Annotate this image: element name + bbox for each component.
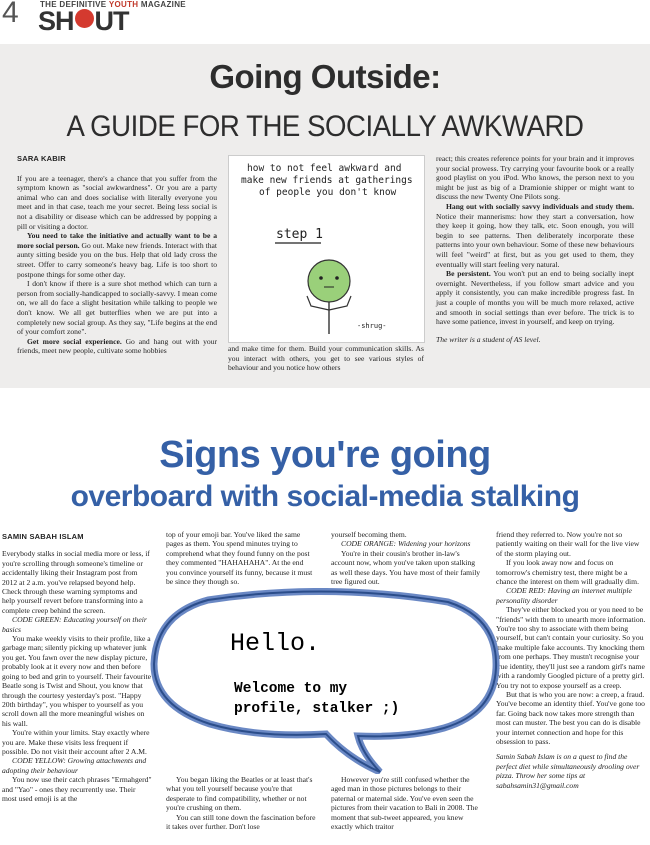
article2-column-3-top — [331, 530, 481, 586]
cartoon-caption-line2: make new friends at gatherings — [241, 175, 413, 186]
article2-title-line2: overboard with social-media stalking — [70, 480, 580, 513]
article2-byline: SAMIN SABAH ISLAM — [2, 532, 84, 541]
tagline-highlight: YOUTH — [108, 0, 139, 9]
cartoon-caption-line1: how to not feel awkward and — [247, 163, 402, 174]
section-heading: CODE RED: Having an internet multiple personality disorder — [496, 586, 632, 605]
cartoon-shrug-label: -shrug- — [357, 322, 387, 330]
logo-right-text: UT — [94, 6, 129, 36]
tagline-suffix: MAGAZINE — [140, 0, 186, 9]
article2-column-2-bottom — [166, 775, 316, 831]
paragraph: top of your emoji bar. You've liked the same pages as them. You spend minutes trying to comprehend what they found funny on the post they commented "HAHAHAHA". At the end you convince yourself its funny, because it must be since they though so. — [166, 530, 313, 587]
section-heading: CODE ORANGE: Widening your horizons — [341, 539, 471, 549]
paragraph: and make time for them. Build your communication skills. As you interact with others, you get to see various styles of behaviour and you notice how others — [228, 344, 424, 373]
paragraph: You're within your limits. Stay exactly where you are. Make these visits less frequent if possible. Do not visit their account after 2 A.M. — [2, 728, 150, 756]
paragraph: You began liking the Beatles or at least that's what you tell yourself because you're that desperate to find compatibility, whether or not you're crushing on them. — [166, 775, 313, 813]
paragraph: Hang out with socially savvy individuals and study them. Notice their mannerisms: how they start a conversation, how they keep it going, how they talk, etc. Soon enough, you will begin to see patterns. Then deliberately incorporate these patterns into your own behaviour. Some of these new behaviours will feel "weird" at first, but as you get used to them, they eventually will start feeling very natural. — [436, 201, 634, 269]
paragraph: react; this creates reference points for your brain and it improves your social prowess. Try carrying your favourite book or a really good playlist on you iPod. Who knows, the person next to you might be just as big of a Dramionie shipper or might want to discuss the new Twenty One Pilots song. — [436, 154, 634, 202]
paragraph: You need to take the initiative and actually want to be a more social person. Go out. Make new friends. Interact with that aunty sitting beside you on the bus. Help that old lady cross the street. Offer to carry someone's heavy bag. Life is too short to postpone things for some other day. — [17, 231, 217, 279]
character-head — [308, 260, 350, 302]
speech-bubble — [148, 588, 502, 774]
article1-column-2 — [228, 344, 424, 373]
paragraph: You make weekly visits to their profile, like a garbage man; silently picking up whatever junk you get. You fawn over the new display picture, probably look at it every now and then before going to bed and grin to yourself. Their favourite Beatle song is Twist and Shout, you know that through the courtesy yesterday's post. "Happy 20th birthday", you whisper to yourself as you scroll down all the more meaningful wishes on his wall. — [2, 634, 151, 728]
cartoon-svg — [229, 156, 424, 342]
cartoon-illustration — [228, 155, 425, 343]
logo-left-text: SH — [38, 6, 74, 36]
article2-column-4 — [496, 530, 646, 790]
bubble-line2: Welcome to my — [234, 681, 348, 697]
section-heading: CODE GREEN: Educating yourself on their basics — [2, 615, 147, 634]
article2-column-3-bottom — [331, 775, 481, 831]
paragraph: Everybody stalks in social media more or less, if you're scrolling through someone's timeline or accidentally liking their Instagram post from 2012 at 2 a.m. you've relapsed beyond help. Check through these warning symptoms and help yourself revert before transforming into a complete creep behind the screen. — [2, 549, 150, 615]
tagline-prefix: THE DEFINITIVE — [40, 0, 107, 9]
paragraph: yourself becoming them. — [331, 530, 407, 539]
paragraph: If you look away now and focus on tomorrow's chemistry test, there might be a chance the interest on them will gradually dim. — [496, 558, 639, 587]
article2-title-line1: Signs you're going — [159, 434, 491, 476]
paragraph: However you're still confused whether the aged man in those pictures belongs to their paternal or maternal side. You've even seen the pictures from their vacation to Bali in 2008. The moment that sub-tweet appeared, you knew exactly which traitor — [331, 775, 478, 832]
paragraph: You're in their cousin's brother in-law's account now, whom you've taken upon stalking as well these days. You have most of their family tree figured out. — [331, 548, 481, 587]
article1-subtitle: A GUIDE FOR THE SOCIALLY AWKWARD — [66, 110, 584, 143]
logo-o-circle — [75, 9, 94, 28]
article1-column-3 — [436, 154, 634, 344]
article2-column-2-top — [166, 530, 316, 586]
page-number: 4 — [2, 0, 19, 29]
article1-title: Going Outside: — [209, 58, 441, 95]
speech-bubble-svg — [148, 588, 502, 774]
bubble-hello: Hello. — [230, 629, 321, 658]
paragraph: You now use their catch phrases "Ermahgerd" and "Yao" - ones they recurrently use. Their most used emoji is at the — [2, 775, 152, 803]
paragraph: You can still tone down the fascination before it takes over further. Don't lose — [166, 812, 316, 832]
paragraph: They've either blocked you or you need to be "friends" with them to unearth more information. You're too shy to associate with them being yourself, but can't contain your curiosity. So you make multiple fake accounts. Try knocking them from one perhaps. They mustn't recognise your true identity, they'll just see a random girl's name with a randomly Googled picture of a pretty girl. You try not to expose yourself as a creep. — [496, 605, 646, 690]
author-note: The writer is a student of AS level. — [436, 334, 541, 344]
author-note: Samin Sabah Islam is on a quest to find the perfect diet while simultaneously drooling over pizza. Throw her some tips at sabahsamin31@gmail.com — [496, 752, 640, 790]
paragraph: If you are a teenager, there's a chance that you suffer from the symptom known as "social awkwardness". Or you are a party animal who can and does socialise with literally everyone you meet and in that case, teach me your secret. Being less social is not a disability or disease which can be addressed by popping a pill or visiting a doctor. — [17, 173, 217, 231]
cartoon-step-label: step 1 — [276, 227, 323, 242]
paragraph: But that is who you are now: a creep, a fraud. You've become an identity thief. You've gone too far. Going back now takes more strength than most can muster. The best you can do is disable your internet connection and hope for this obsession to pass. — [496, 689, 645, 746]
cartoon-caption-line3: of people you don't know — [259, 187, 397, 198]
paragraph: I don't know if there is a sure shot method which can turn a person from socially-handicapped to socially-savvy. I mean come on, we all do face a slight hesitation while talking to people we don't know. We all get butterflies when we are put into a completely new social group. As they say, "Life begins at the end of your comfort zone". — [17, 279, 217, 337]
paragraph: Get more social experience. Go and hang out with your friends, meet new people, cultivate some hobbies — [17, 336, 217, 356]
article2-column-1 — [2, 532, 152, 803]
paragraph: Be persistent. You won't put an end to being socially inept overnight. Nevertheless, if you follow smart advice and you apply it consistently, you can make incredible progress fast. In just a couple of months you will be much more relaxed, active and smooth in social settings than ever before. The trick is to have some patience, invest in yourself, and keep on trying. — [436, 269, 635, 327]
shout-logo — [38, 8, 129, 35]
bubble-line3: profile, stalker ;) — [234, 701, 400, 717]
article1-byline: SARA KABIR — [17, 154, 66, 163]
section-heading: CODE YELLOW: Growing attachments and adopting their behaviour — [2, 756, 147, 775]
paragraph: friend they referred to. Now you're not so patiently waiting on their wall for the live view of the storm playing out. — [496, 530, 640, 558]
article1-column-1 — [17, 154, 217, 356]
